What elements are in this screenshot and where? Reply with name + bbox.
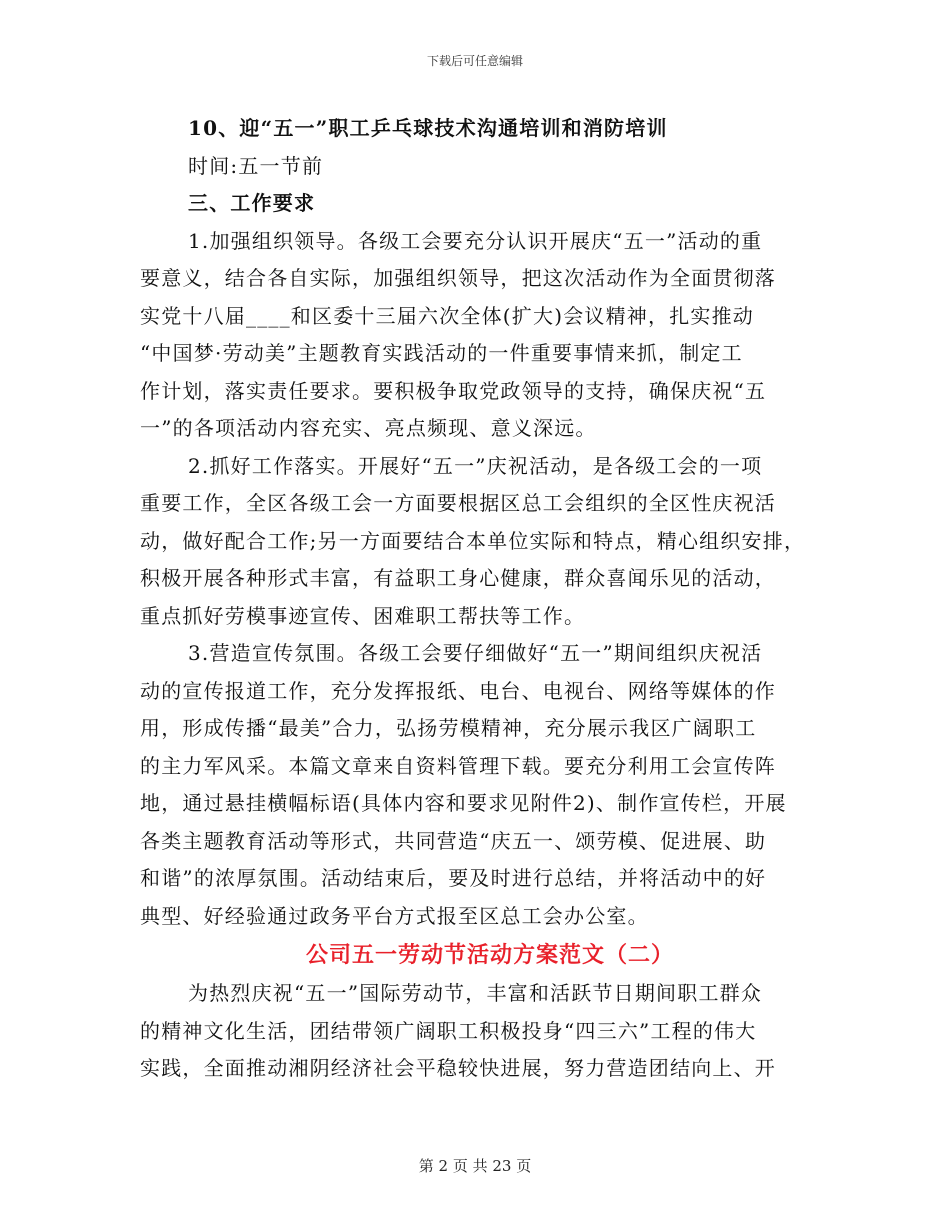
- paragraph-line: 动，做好配合工作;另一方面要结合本单位实际和特点，精心组织安排，: [140, 528, 806, 553]
- paragraph-line: 各类主题教育活动等形式，共同营造“庆五一、颂劳模、促进展、助: [140, 828, 767, 853]
- paragraph-line: 3.营造宣传氛围。各级工会要仔细做好“五一”期间组织庆祝活: [188, 641, 763, 665]
- paragraph-line: 重要工作，全区各级工会一方面要根据区总工会组织的全区性庆祝活: [140, 491, 776, 515]
- item-10-title: 10、迎“五一”职工乒乓球技术沟通培训和消防培训: [188, 116, 668, 140]
- paragraph-line: 地，通过悬挂横幅标语(具体内容和要求见附件2)、制作宣传栏，开展: [140, 791, 787, 815]
- paragraph-line: 2.抓好工作落实。开展好“五一”庆祝活动，是各级工会的一项: [188, 453, 763, 478]
- page-header: 下载后可任意编辑: [426, 54, 523, 68]
- requirement-2: [140, 448, 820, 636]
- paragraph-line: “中国梦·劳动美”主题教育实践活动的一件重要事情来抓，制定工: [140, 341, 743, 365]
- paragraph-line: 1.加强组织领导。各级工会要充分认识开展庆“五一”活动的重: [188, 228, 763, 253]
- page-number: 第 2 页 共 23 页: [418, 1157, 532, 1175]
- paragraph-line: 的精神文化生活，团结带领广阔职工积极投身“四三六”工程的伟大: [140, 1018, 757, 1043]
- requirement-1: [140, 223, 820, 448]
- paragraph-line: 的主力军风采。本篇文章来自资料管理下载。要充分利用工会宣传阵: [140, 753, 776, 778]
- section-3-heading: 三、工作要求: [188, 191, 316, 215]
- document-body: [140, 110, 820, 1088]
- paragraph-line: 动的宣传报道工作，充分发挥报纸、电台、电视台、网络等媒体的作: [140, 678, 776, 703]
- paragraph-line: 实党十八届____和区委十三届六次全体(扩大)会议精神，扎实推动: [140, 303, 755, 328]
- paragraph-line: 实践，全面推动湘阴经济社会平稳较快进展，努力营造团结向上、开: [140, 1056, 776, 1080]
- requirement-3: [140, 635, 820, 935]
- paragraph-line: 作计划，落实责任要求。要积极争取党政领导的支持，确保庆祝“五: [140, 378, 767, 403]
- paragraph-line: 一”的各项活动内容充实、亮点频现、意义深远。: [140, 416, 597, 440]
- paragraph-line: 用，形成传播“最美”合力，弘扬劳模精神，充分展示我区广阔职工: [140, 716, 757, 740]
- intro-paragraph: [140, 975, 820, 1088]
- paragraph-line: 典型、好经验通过政务平台方式报至区总工会办公室。: [140, 903, 649, 928]
- item-10-time: 时间:五一节前: [188, 153, 324, 178]
- paragraph-line: 重点抓好劳模事迹宣传、困难职工帮扶等工作。: [140, 603, 586, 628]
- paragraph-line: 为热烈庆祝“五一”国际劳动节，丰富和活跃节日期间职工群众: [188, 981, 763, 1005]
- paragraph-line: 积极开展各种形式丰富，有益职工身心健康，群众喜闻乐见的活动，: [140, 566, 776, 590]
- paragraph-line: 要意义，结合各自实际，加强组织领导，把这次活动作为全面贯彻落: [140, 266, 776, 290]
- section-title: 公司五一劳动节活动方案范文（二）: [305, 942, 674, 968]
- paragraph-line: 和谐”的浓厚氛围。活动结束后，要及时进行总结，并将活动中的好: [140, 866, 767, 890]
